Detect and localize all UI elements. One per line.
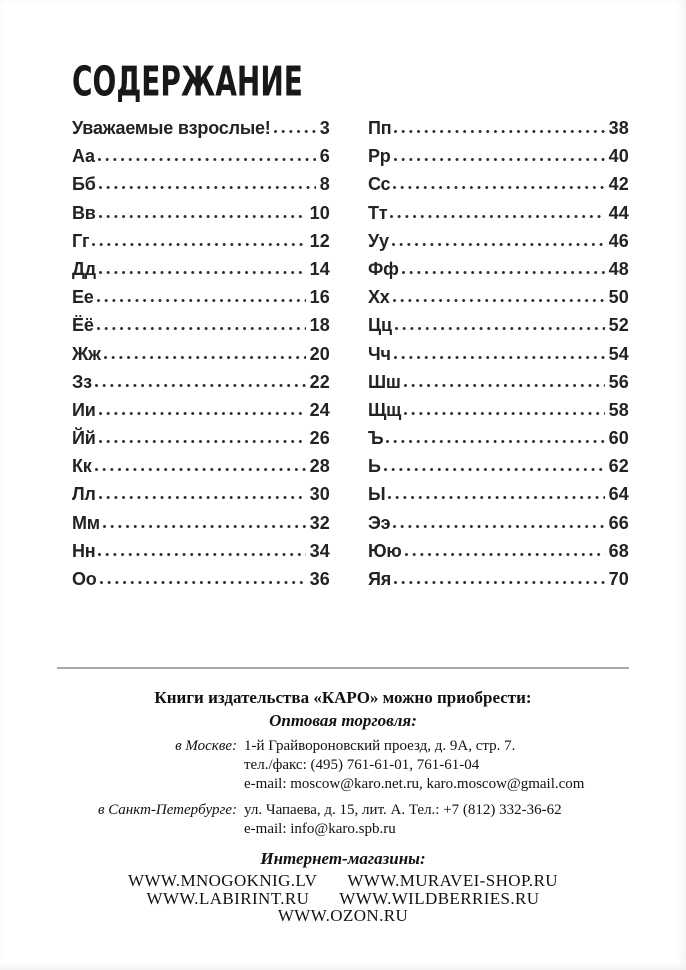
toc-leader-dots — [95, 468, 306, 471]
toc-entry-label: Зз — [72, 371, 92, 392]
toc-entry-label: Аа — [72, 146, 95, 167]
toc-leader-dots — [394, 130, 604, 133]
toc-entry-label: Ёё — [72, 315, 94, 336]
websites-block — [0, 872, 686, 924]
toc-entry-label: Уважаемые взрослые! — [72, 118, 271, 138]
toc-entry-label: Пп — [368, 118, 392, 138]
toc-row — [72, 230, 330, 258]
toc-entry-label: Лл — [72, 484, 96, 505]
toc-leader-dots — [274, 130, 316, 133]
website-item: WWW.WILDBERRIES.RU — [339, 888, 540, 908]
address-row — [67, 801, 686, 839]
toc-page-number: 8 — [319, 174, 330, 195]
toc-page-number: 26 — [309, 428, 330, 449]
toc-row — [368, 483, 629, 511]
toc-row — [368, 230, 629, 258]
address-row — [67, 737, 686, 794]
toc-leader-dots — [100, 581, 306, 584]
toc-entry-label: Юю — [368, 540, 402, 561]
toc-entry-label: Кк — [72, 456, 92, 477]
toc-page-number: 64 — [608, 484, 629, 505]
toc-leader-dots — [99, 215, 306, 218]
toc-row — [368, 427, 629, 455]
toc-entry-label: Фф — [368, 258, 399, 279]
address-line: ул. Чапаева, д. 15, лит. А. Тел.: +7 (812) 332-36-62 — [244, 802, 562, 818]
toc-page-number: 46 — [608, 230, 629, 251]
website-item: WWW.MNOGOKNIG.LV — [128, 871, 318, 890]
toc-leader-dots — [384, 468, 605, 471]
address-block — [67, 737, 686, 839]
toc-page-number: 60 — [608, 428, 629, 449]
toc-entry-label: Бб — [72, 174, 96, 195]
toc-entry-label: Вв — [72, 202, 96, 223]
toc-leader-dots — [402, 271, 605, 274]
toc-page-number: 3 — [319, 118, 330, 138]
toc-entry-label: Рр — [368, 146, 391, 167]
toc-row — [368, 512, 629, 540]
toc-page-number: 58 — [608, 399, 629, 420]
toc-page-number: 38 — [608, 118, 629, 138]
toc-entry-label: Цц — [368, 315, 392, 336]
toc-leader-dots — [404, 384, 605, 387]
toc-page-number: 44 — [608, 202, 629, 223]
toc-page-number: 28 — [309, 456, 330, 477]
toc-row — [368, 314, 629, 342]
toc-entry-label: Шш — [368, 371, 401, 392]
toc-page-number: 62 — [608, 456, 629, 477]
toc-leader-dots — [98, 158, 316, 161]
toc-page-number: 22 — [309, 371, 330, 392]
toc-column-right — [368, 117, 629, 596]
toc-page-number: 66 — [608, 512, 629, 533]
toc-leader-dots — [99, 186, 316, 189]
toc-page-number: 24 — [309, 399, 330, 420]
address-lines — [244, 801, 562, 839]
toc-row — [72, 427, 330, 455]
toc-entry-label: Хх — [368, 287, 390, 308]
toc-entry-label: Нн — [72, 540, 96, 561]
toc-row — [368, 568, 629, 596]
toc-row — [368, 540, 629, 568]
toc-row — [368, 117, 629, 145]
toc-leader-dots — [99, 440, 306, 443]
toc-entry-label: Ээ — [368, 512, 391, 533]
toc-row — [72, 173, 330, 201]
toc-leader-dots — [404, 412, 604, 415]
toc-page-number: 34 — [309, 540, 330, 561]
page-title: СОДЕРЖАНИЕ — [72, 58, 303, 106]
toc-leader-dots — [393, 525, 604, 528]
toc-entry-label: Ее — [72, 287, 94, 308]
toc-row — [72, 145, 330, 173]
table-of-contents — [72, 117, 629, 596]
online-stores-heading: Интернет-магазины: — [260, 849, 426, 868]
website-item: WWW.OZON.RU — [277, 906, 409, 925]
toc-leader-dots — [92, 243, 305, 246]
toc-entry-label: Чч — [368, 343, 391, 364]
toc-row — [72, 258, 330, 286]
website-item: WWW.LABIRINT.RU — [146, 888, 310, 908]
toc-entry-label: Ъ — [368, 428, 384, 449]
toc-row — [72, 371, 330, 399]
website-row — [0, 890, 686, 907]
toc-page-number: 10 — [309, 202, 330, 223]
toc-leader-dots — [99, 496, 306, 499]
toc-row — [72, 202, 330, 230]
address-city-label: в Москве: — [175, 738, 237, 754]
toc-leader-dots — [395, 327, 605, 330]
toc-entry-label: Сс — [368, 174, 391, 195]
address-lines — [244, 737, 584, 794]
toc-row — [368, 343, 629, 371]
toc-row — [72, 568, 330, 596]
toc-leader-dots — [394, 158, 605, 161]
toc-page-number: 32 — [309, 512, 330, 533]
toc-row — [368, 455, 629, 483]
toc-leader-dots — [390, 215, 604, 218]
toc-page-number: 18 — [309, 315, 330, 336]
toc-column-left — [72, 117, 330, 596]
website-row — [0, 872, 686, 889]
toc-entry-label: Тт — [368, 202, 388, 223]
toc-leader-dots — [386, 440, 604, 443]
toc-row — [72, 483, 330, 511]
toc-entry-label: Яя — [368, 569, 392, 589]
toc-row — [72, 117, 330, 145]
toc-page-number: 48 — [608, 258, 629, 279]
toc-page-number: 68 — [608, 540, 629, 561]
website-item: WWW.MURAVEI-SHOP.RU — [347, 871, 558, 890]
toc-leader-dots — [388, 496, 604, 499]
toc-leader-dots — [405, 553, 605, 556]
toc-row — [368, 286, 629, 314]
wholesale-heading: Оптовая торговля: — [269, 711, 417, 730]
toc-page-number: 12 — [309, 230, 330, 251]
toc-row — [72, 540, 330, 568]
toc-page-number: 14 — [309, 258, 330, 279]
toc-page-number: 56 — [608, 371, 629, 392]
toc-row — [368, 202, 629, 230]
toc-row — [72, 286, 330, 314]
toc-leader-dots — [99, 412, 306, 415]
footer — [0, 688, 686, 924]
toc-leader-dots — [104, 356, 306, 359]
toc-leader-dots — [393, 186, 604, 189]
toc-page-number: 42 — [608, 174, 629, 195]
website-row — [0, 907, 686, 924]
toc-page-number: 40 — [608, 146, 629, 167]
toc-page-number: 30 — [309, 484, 330, 505]
toc-entry-label: Дд — [72, 258, 96, 279]
toc-entry-label: Ь — [368, 456, 381, 477]
toc-leader-dots — [95, 384, 306, 387]
toc-row — [368, 371, 629, 399]
toc-leader-dots — [392, 243, 605, 246]
footer-heading: Книги издательства «КАРО» можно приобрести: — [154, 688, 532, 707]
toc-row — [368, 145, 629, 173]
toc-row — [72, 343, 330, 371]
toc-row — [72, 455, 330, 483]
toc-leader-dots — [99, 271, 306, 274]
toc-page-number: 54 — [608, 343, 629, 364]
address-line: 1-й Грайвороновский проезд, д. 9А, стр. 7. — [244, 738, 516, 754]
toc-entry-label: Оо — [72, 569, 97, 589]
toc-entry-label: Щщ — [368, 399, 402, 420]
toc-page-number: 6 — [319, 146, 330, 167]
toc-entry-label: Уу — [368, 230, 389, 251]
toc-leader-dots — [394, 356, 605, 359]
toc-entry-label: Гг — [72, 230, 90, 251]
toc-row — [368, 173, 629, 201]
address-line: e-mail: info@karo.spb.ru — [244, 821, 396, 837]
address-line: e-mail: moscow@karo.net.ru, karo.moscow@gmail.com — [244, 776, 585, 792]
toc-entry-label: Ии — [72, 399, 96, 420]
toc-page-number: 70 — [608, 569, 629, 589]
toc-page-number: 50 — [608, 287, 629, 308]
toc-leader-dots — [98, 553, 305, 556]
footer-divider — [57, 667, 629, 669]
toc-leader-dots — [97, 327, 306, 330]
toc-leader-dots — [394, 581, 605, 584]
toc-entry-label: Мм — [72, 512, 100, 533]
toc-leader-dots — [393, 299, 605, 302]
toc-row — [72, 399, 330, 427]
toc-page-number: 52 — [608, 315, 629, 336]
toc-entry-label: Йй — [72, 428, 96, 449]
toc-entry-label: Жж — [72, 343, 101, 364]
toc-leader-dots — [97, 299, 306, 302]
toc-page-number: 36 — [309, 569, 330, 589]
address-city-label: в Санкт-Петербурге: — [97, 802, 237, 818]
toc-page-number: 16 — [309, 287, 330, 308]
toc-row — [368, 399, 629, 427]
toc-row — [368, 258, 629, 286]
toc-leader-dots — [103, 525, 306, 528]
address-line: тел./факс: (495) 761-61-01, 761-61-04 — [244, 757, 480, 773]
toc-page-number: 20 — [309, 343, 330, 364]
toc-row — [72, 512, 330, 540]
toc-row — [72, 314, 330, 342]
toc-entry-label: Ы — [368, 484, 386, 505]
